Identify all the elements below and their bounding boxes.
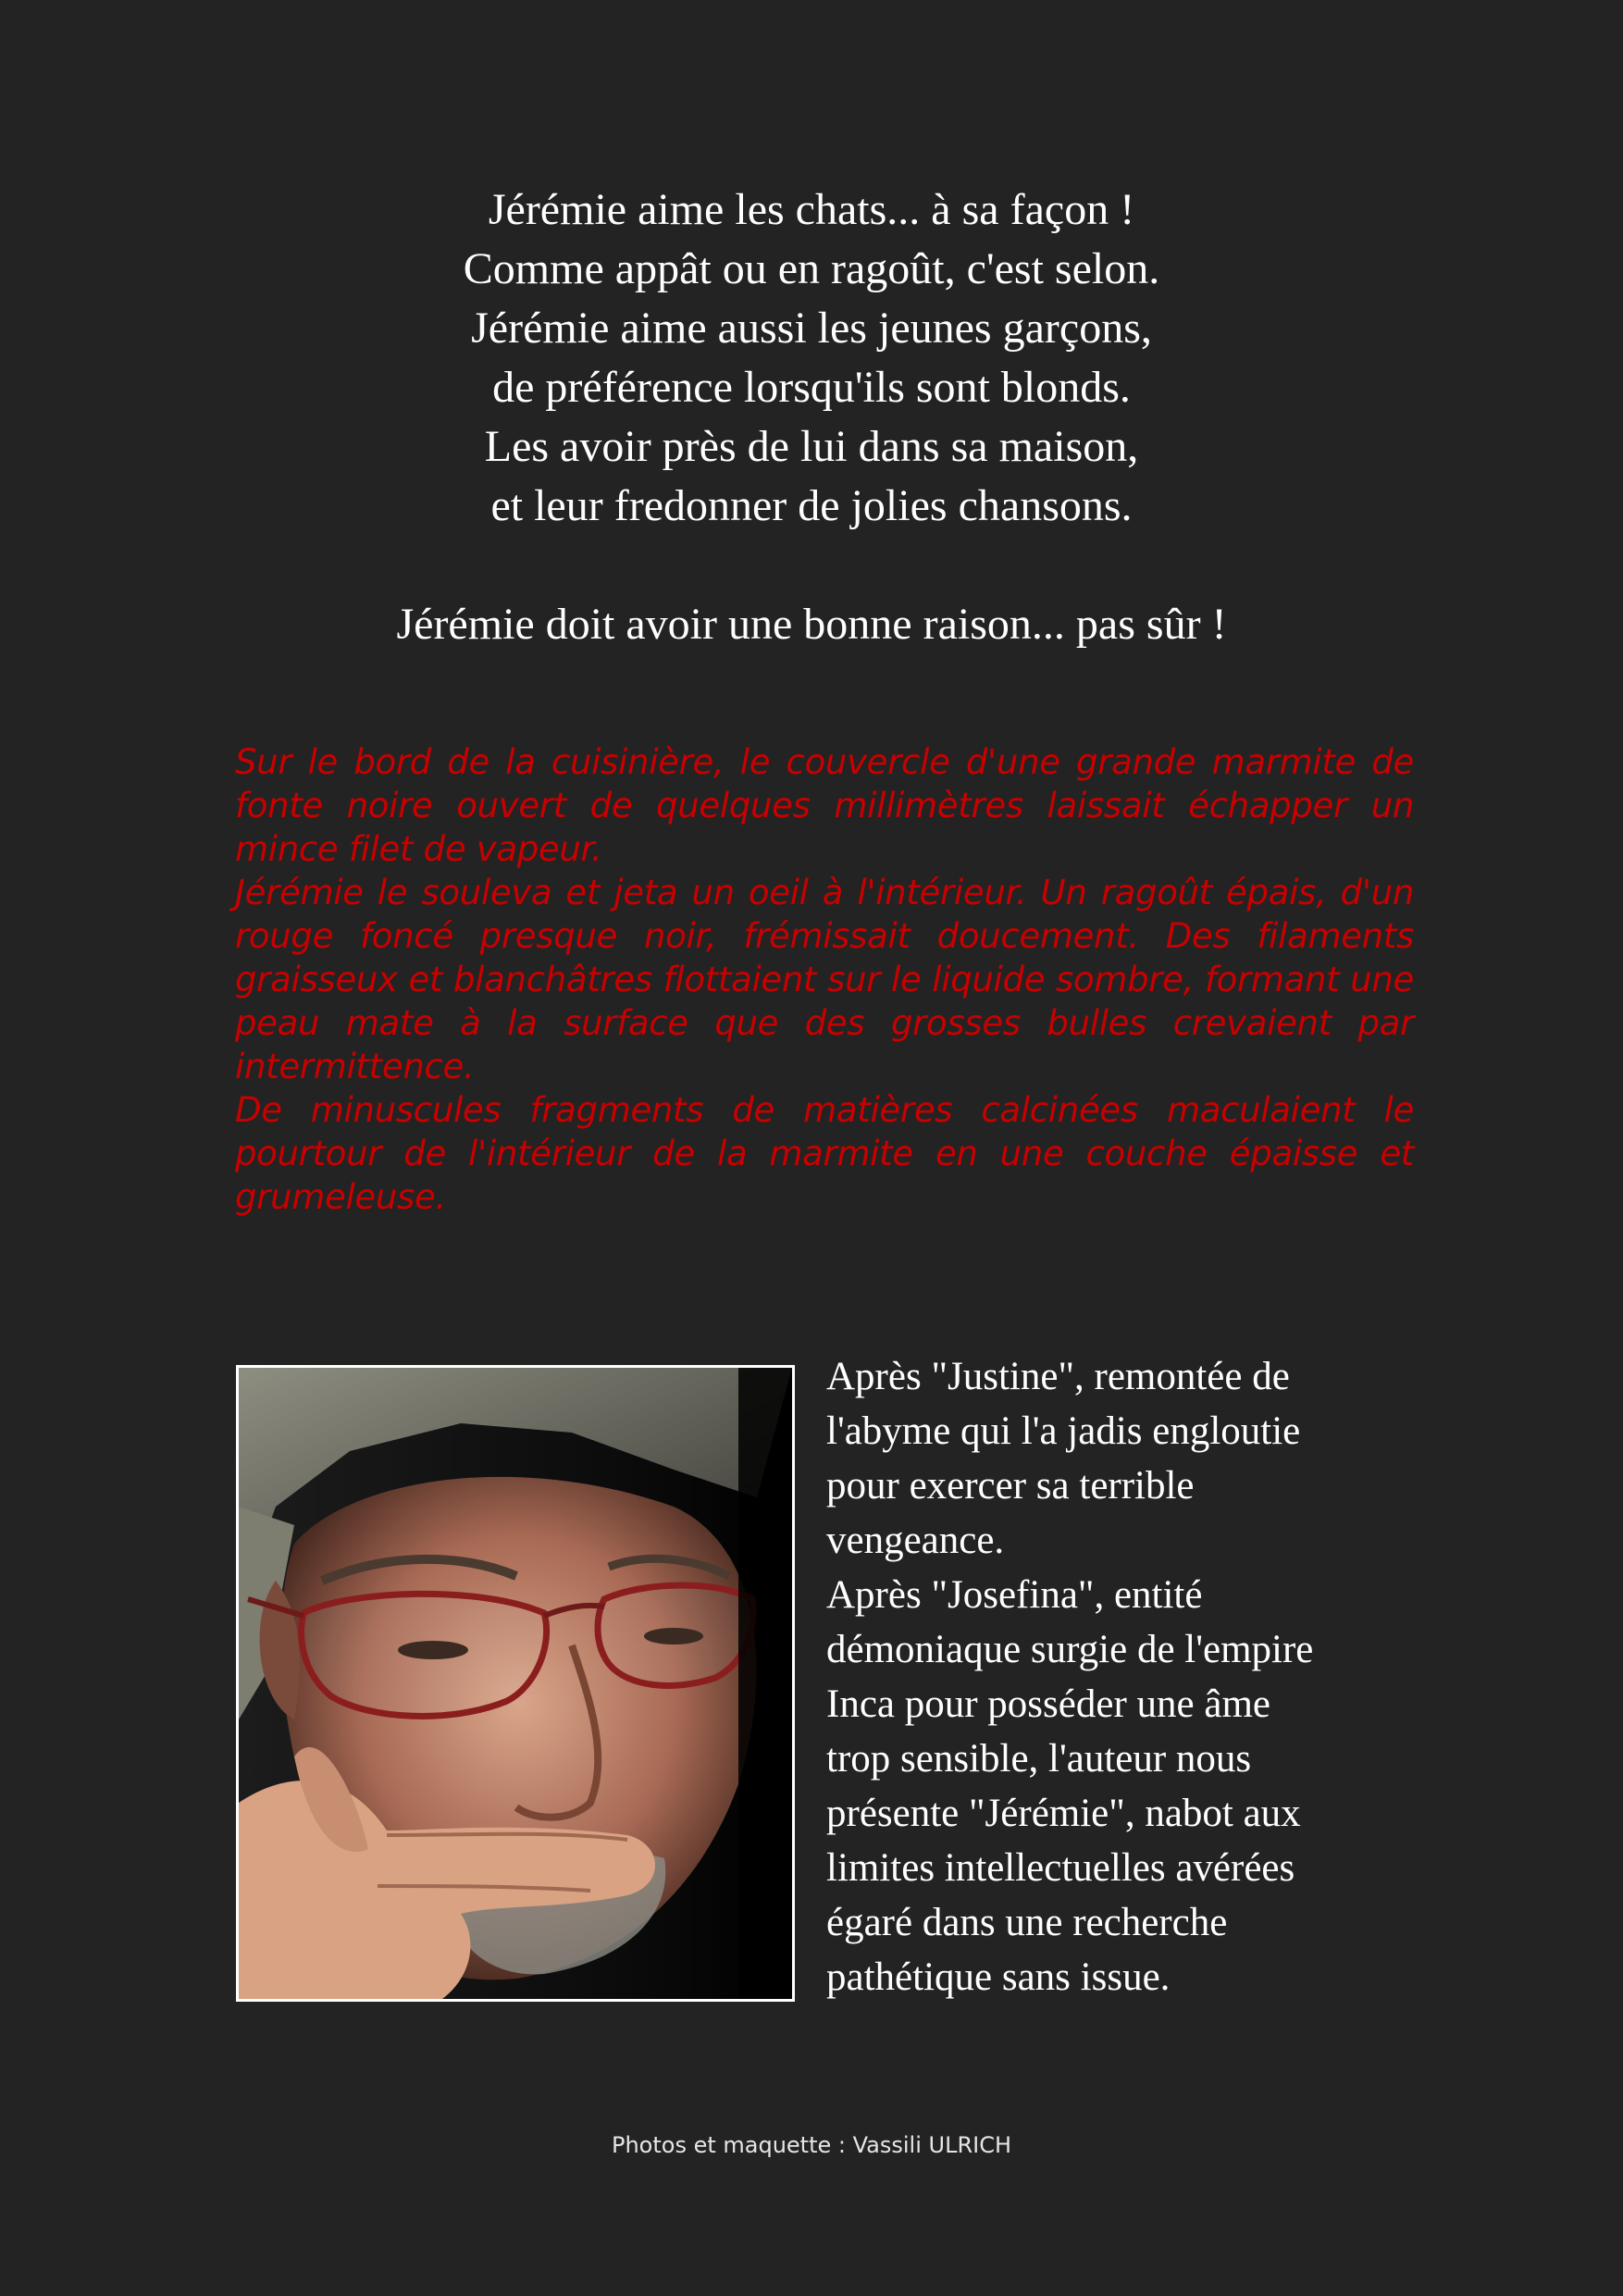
blurb-line: pathétique sans issue.: [826, 1955, 1171, 1999]
blurb-line: vengeance.: [826, 1519, 1005, 1562]
blurb-line: Inca pour posséder une âme: [826, 1682, 1270, 1726]
blurb-line: Après "Josefina", entité: [826, 1573, 1203, 1617]
excerpt-paragraph: De minuscules fragments de matières calcinées maculaient le pourtour de l'intérieur de la marmite en une couche épaisse et grumeleuse.: [235, 1090, 1414, 1217]
poem-closing-line: Jérémie doit avoir une bonne raison... pas sûr !: [396, 600, 1227, 649]
poem-line: Jérémie aime aussi les jeunes garçons,: [471, 304, 1152, 353]
poem-line: Jérémie aime les chats... à sa façon !: [488, 185, 1135, 234]
author-photo: [236, 1365, 795, 2002]
book-blurb: [826, 1349, 1419, 2004]
blurb-line: Après "Justine", remontée de: [826, 1355, 1290, 1398]
blurb-line: égaré dans une recherche: [826, 1901, 1228, 1944]
poem-line: Comme appât ou en ragoût, c'est selon.: [463, 244, 1160, 293]
excerpt-paragraph: Sur le bord de la cuisinière, le couvercle d'une grande marmite de fonte noire ouvert de quelques millimètres laissait échapper un mince filet de vapeur.: [235, 742, 1414, 869]
blurb-line: trop sensible, l'auteur nous: [826, 1737, 1252, 1781]
author-portrait-image: [239, 1368, 792, 1999]
excerpt-paragraph: Jérémie le souleva et jeta un oeil à l'intérieur. Un ragoût épais, d'un rouge foncé presque noir, frémissait doucement. Des filaments graisseux et blanchâtres flottaient sur le liquide sombre, formant une peau mate à la surface que des grosses bulles crevaient par intermittence.: [235, 873, 1414, 1086]
poem: [0, 180, 1623, 654]
blurb-line: limites intellectuelles avérées: [826, 1846, 1295, 1890]
blurb-line: présente "Jérémie", nabot aux: [826, 1792, 1301, 1835]
blurb-line: démoniaque surgie de l'empire: [826, 1628, 1314, 1671]
photo-credit: Photos et maquette : Vassili ULRICH: [611, 2132, 1012, 2158]
poem-line: Les avoir près de lui dans sa maison,: [484, 422, 1139, 471]
blurb-line: pour exercer sa terrible: [826, 1464, 1195, 1508]
novel-excerpt: [235, 740, 1414, 1219]
poem-line: et leur fredonner de jolies chansons.: [490, 481, 1133, 530]
blurb-line: l'abyme qui l'a jadis engloutie: [826, 1409, 1301, 1453]
poem-line: de préférence lorsqu'ils sont blonds.: [492, 363, 1131, 412]
